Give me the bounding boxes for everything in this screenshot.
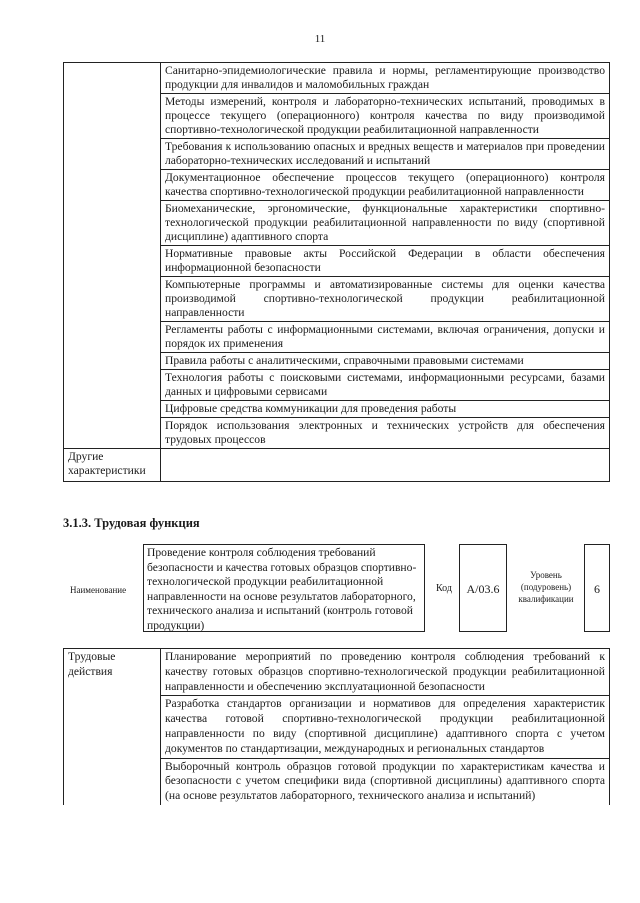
knowledge-label-cell: [64, 63, 161, 449]
section-heading: 3.1.3. Трудовая функция: [63, 516, 200, 530]
labor-actions-table: [63, 648, 610, 805]
knowledge-item: Санитарно-эпидемиологические правила и нормы, регламентирующие производство продукции для инвалидов и маломобильных граждан: [161, 63, 610, 94]
knowledge-item: Методы измерений, контроля и лабораторно-технических испытаний, проводимых в процессе текущего (операционного) контроля качества по виду производимой спортивно-технологической продукции реабилитационной направленности: [161, 94, 610, 139]
function-code-label: Код: [436, 583, 452, 594]
labor-action-item: Разработка стандартов организации и нормативов для определения характеристик качества готовой спортивно-технологической продукции реабилитационной направленности по виду (спортивной дисциплине) адаптивного спорта с учетом документов по стандартизации, международных и региональных стандартов: [161, 696, 610, 758]
knowledge-item: Порядок использования электронных и технических устройств для обеспечения трудовых процессов: [161, 418, 610, 449]
other-characteristics-label: Другие характеристики: [64, 449, 161, 482]
labor-action-item: Выборочный контроль образцов готовой продукции по характеристикам качества и безопасности с учетом специфики вида (спортивной дисциплины) адаптивного спорта (на основе результатов лабораторного, технического анализа и испытаний): [161, 758, 610, 805]
function-code: A/03.6: [459, 544, 507, 632]
knowledge-item: Нормативные правовые акты Российской Федерации в области обеспечения информационной безопасности: [161, 246, 610, 277]
knowledge-item: Компьютерные программы и автоматизированные системы для оценки качества производимой спортивно-технологической продукции реабилитационной направленности: [161, 277, 610, 322]
knowledge-item: Требования к использованию опасных и вредных веществ и материалов при проведении лабораторно-технических исследований и испытаний: [161, 139, 610, 170]
qualification-level: 6: [584, 544, 610, 632]
knowledge-item: Технология работы с поисковыми системами, информационными ресурсами, базами данных и цифровыми сервисами: [161, 370, 610, 401]
knowledge-item: Правила работы с аналитическими, справочными правовыми системами: [161, 353, 610, 370]
other-characteristics-row: [64, 449, 610, 482]
other-characteristics-value: [161, 449, 610, 482]
labor-action-item: Планирование мероприятий по проведению контроля соблюдения требований к качеству готовых образцов спортивно-технологической продукции реабилитационной направленности и обеспечению эксплуатационной безопасности: [161, 649, 610, 696]
function-name-label: Наименование: [70, 585, 127, 595]
knowledge-table: [63, 62, 610, 482]
table-row: [64, 63, 610, 94]
knowledge-item: Биомеханические, эргономические, функциональные характеристики спортивно-технологической продукции реабилитационной направленности по виду (спортивной дисциплине) адаптивного спорта: [161, 201, 610, 246]
knowledge-item: Регламенты работы с информационными системами, включая ограничения, допуски и порядок их применения: [161, 322, 610, 353]
knowledge-item: Цифровые средства коммуникации для проведения работы: [161, 401, 610, 418]
table-row: [64, 649, 610, 696]
qualification-level-label: Уровень (подуровень) квалификации: [518, 570, 574, 604]
knowledge-item: Документационное обеспечение процессов текущего (операционного) контроля качества спортивно-технологической продукции реабилитационной направленности: [161, 170, 610, 201]
labor-actions-label: Трудовые действия: [64, 649, 161, 805]
page-number: 11: [314, 33, 326, 45]
function-name: Проведение контроля соблюдения требований безопасности и качества готовых образцов спортивно-технологической продукции реабилитационной направленности на основе результатов лабораторного, технического анализа и испытаний (контроль готовой продукции): [143, 544, 425, 632]
